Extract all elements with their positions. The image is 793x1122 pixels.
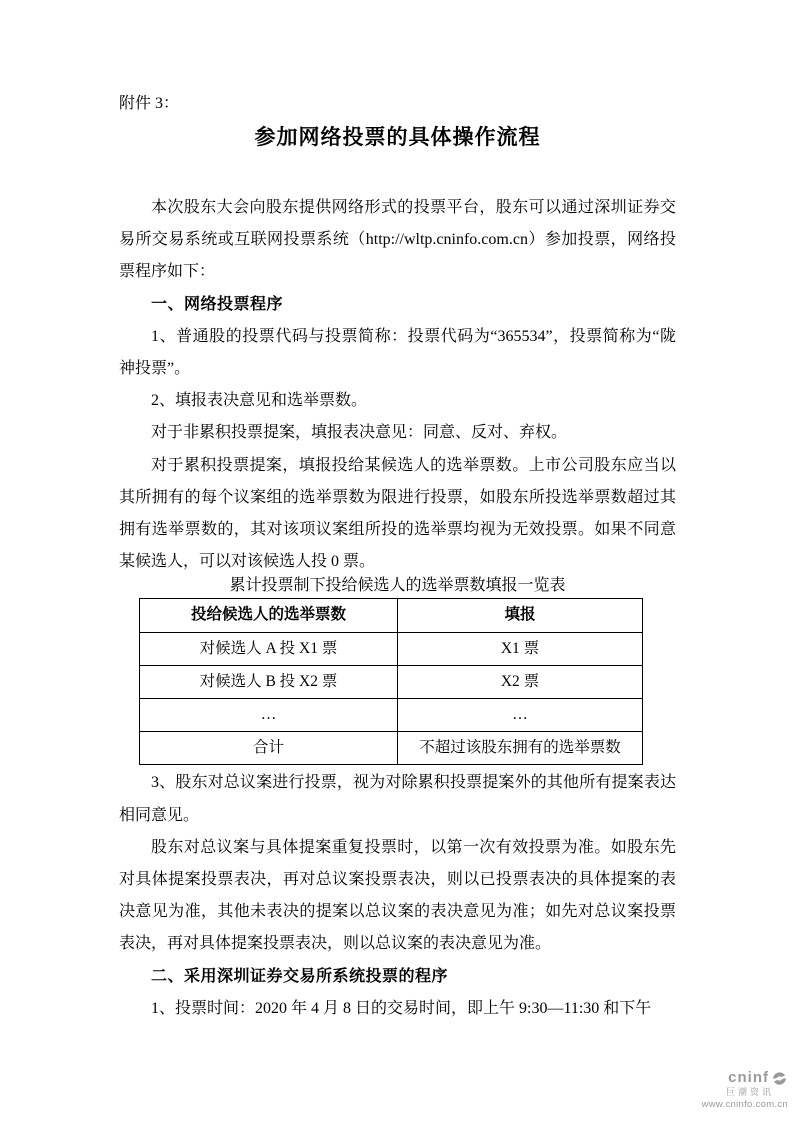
cninfo-brand-chinese: 巨潮资讯 <box>725 1086 774 1097</box>
paragraph: 对于累积投票提案，填报投给某候选人的选举票数。上市公司股东应当以其所拥有的每个议案组的选举票数为限进行投票，如股东所投选举票数超过其拥有选举票数的，其对该项议案组所投的选举票均视为无效投票。如果不同意某候选人，可以对该候选人投 0 票。 <box>119 456 676 571</box>
table-cell: 对候选人 A 投 X1 票 <box>140 632 398 665</box>
table-cell: 合计 <box>140 732 398 765</box>
table-row <box>140 732 643 765</box>
table-header-cell: 填报 <box>398 599 643 632</box>
paragraph: 股东对总议案与具体提案重复投票时，以第一次有效投票为准。如股东先对具体提案投票表决，再对总议案投票表决，则以已投票表决的具体提案的表决意见为准，其他未表决的提案以总议案的表决意见为准；如先对总议案投票表决，再对具体提案投票表决，则以总议案的表决意见为准。 <box>119 838 676 953</box>
table-header-row <box>140 599 643 632</box>
cumulative-voting-table <box>139 598 643 765</box>
section-1-heading: 一、网络投票程序 <box>151 295 284 313</box>
cninfo-wordmark: cninf <box>728 1068 769 1086</box>
cninfo-url: www.cninfo.com.cn <box>701 1098 788 1110</box>
document-content <box>119 88 676 1025</box>
table-row <box>140 632 643 665</box>
paragraph: 对于非累积投票提案，填报表决意见：同意、反对、弃权。 <box>151 424 568 442</box>
table-cell: 对候选人 B 投 X2 票 <box>140 665 398 698</box>
intro-paragraph: 本次股东大会向股东提供网络形式的投票平台，股东可以通过深圳证券交易所交易系统或互联网投票系统（http://wltp.cninfo.com.cn）参加投票，网络投票程序如下： <box>119 199 676 281</box>
page-title: 参加网络投票的具体操作流程 <box>254 126 541 149</box>
table-caption: 累计投票制下投给候选人的选举票数填报一览表 <box>229 577 566 595</box>
table-cell: 不超过该股东拥有的选举票数 <box>398 732 643 765</box>
table-cell: X2 票 <box>398 665 643 698</box>
paragraph: 1、普通股的投票代码与投票简称：投票代码为“365534”，投票简称为“陇神投票”。 <box>119 327 676 378</box>
table-cell: X1 票 <box>398 632 643 665</box>
cninfo-wordmark-row <box>702 1070 788 1087</box>
table-row <box>140 699 643 732</box>
table-cell: … <box>398 699 643 732</box>
table-cell: … <box>140 699 398 732</box>
table-row <box>140 665 643 698</box>
section-2-heading: 二、采用深圳证券交易所系统投票的程序 <box>151 967 449 985</box>
paragraph: 1、投票时间：2020 年 4 月 8 日的交易时间，即上午 9:30—11:30 和下午 <box>151 999 652 1017</box>
paragraph: 3、股东对总议案进行投票，视为对除累积投票提案外的其他所有提案表达相同意见。 <box>119 774 676 824</box>
paragraph: 2、填报表决意见和选举票数。 <box>151 392 368 410</box>
table-header-cell: 投给候选人的选举票数 <box>140 599 398 632</box>
cninfo-logo <box>702 1070 788 1110</box>
attachment-label: 附件 3： <box>119 95 180 112</box>
cninfo-swirl-icon <box>771 1070 788 1087</box>
